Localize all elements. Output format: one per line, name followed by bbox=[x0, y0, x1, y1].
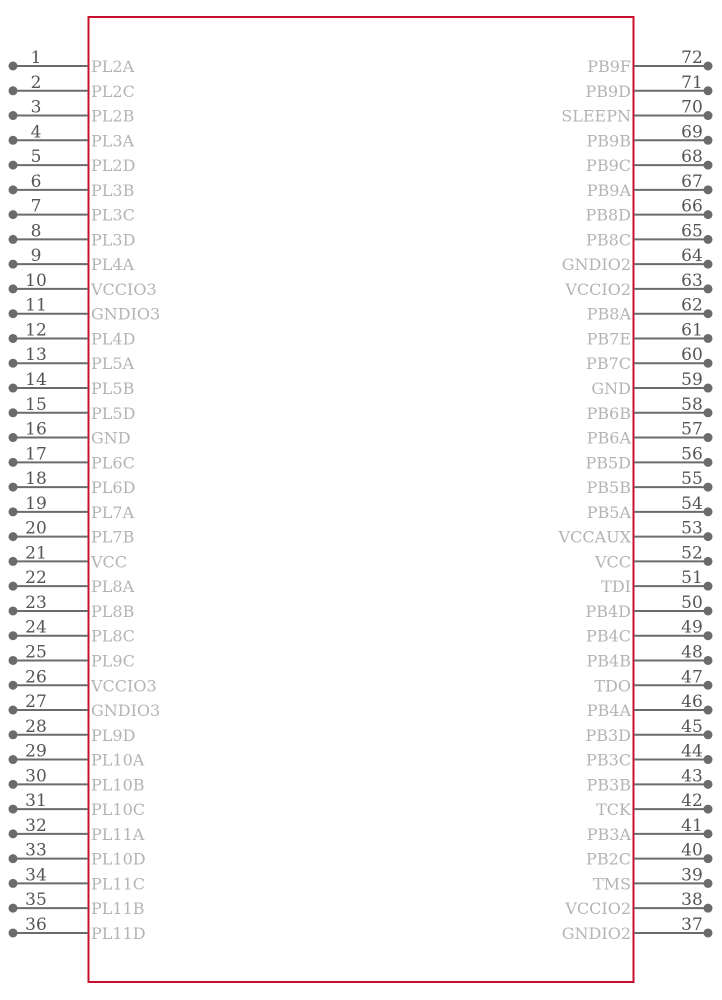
pin-terminal-dot bbox=[704, 805, 713, 814]
pin-terminal-dot bbox=[9, 829, 18, 838]
pin-number: 57 bbox=[681, 419, 703, 440]
pin-number: 33 bbox=[25, 840, 47, 861]
pin-name: PL9D bbox=[91, 725, 136, 745]
pin-name: PB4D bbox=[585, 601, 631, 621]
pin-name: PL7A bbox=[91, 502, 135, 522]
right-pin-group bbox=[558, 48, 713, 943]
pin-terminal-dot bbox=[704, 260, 713, 269]
pin-terminal-dot bbox=[9, 631, 18, 640]
pin-name: PL9C bbox=[91, 651, 135, 671]
pin-terminal-dot bbox=[704, 235, 713, 244]
pin-name: VCCIO3 bbox=[91, 279, 157, 299]
pin-number: 3 bbox=[30, 97, 42, 118]
pin-name: VCCIO3 bbox=[91, 676, 157, 696]
pin-name: PL7B bbox=[91, 527, 135, 547]
pin-name: PB9B bbox=[586, 131, 631, 151]
pin-number: 28 bbox=[25, 716, 47, 737]
pin-name: PB8C bbox=[586, 230, 631, 250]
pin-name: PL2B bbox=[91, 106, 135, 126]
pin-terminal-dot bbox=[9, 755, 18, 764]
pin-terminal-dot bbox=[704, 210, 713, 219]
pin-number: 43 bbox=[681, 766, 703, 787]
pin-number: 6 bbox=[30, 171, 42, 192]
pin-terminal-dot bbox=[9, 161, 18, 170]
pin-terminal-dot bbox=[704, 557, 713, 566]
pin-number: 67 bbox=[681, 171, 703, 192]
pin-name: PL5B bbox=[91, 379, 135, 399]
pin-number: 68 bbox=[681, 147, 703, 168]
pin-terminal-dot bbox=[704, 433, 713, 442]
pin-number: 54 bbox=[681, 493, 703, 514]
pin-number: 14 bbox=[25, 370, 47, 391]
pin-terminal-dot bbox=[704, 904, 713, 913]
pin-terminal-dot bbox=[704, 483, 713, 492]
pin-name: GNDIO2 bbox=[561, 923, 631, 943]
pin-terminal-dot bbox=[9, 854, 18, 863]
component-body bbox=[89, 17, 634, 982]
pin-name: PL2C bbox=[91, 81, 135, 101]
pin-terminal-dot bbox=[9, 606, 18, 615]
pin-terminal-dot bbox=[704, 408, 713, 417]
pin-number: 52 bbox=[681, 543, 703, 564]
pin-7 bbox=[9, 197, 135, 225]
pin-name: GNDIO3 bbox=[91, 304, 161, 324]
pin-name: VCCIO2 bbox=[565, 899, 631, 919]
pin-name: PL10D bbox=[91, 849, 146, 869]
pin-number: 58 bbox=[681, 394, 703, 415]
pin-number: 12 bbox=[25, 320, 47, 341]
pin-terminal-dot bbox=[704, 928, 713, 937]
pin-terminal-dot bbox=[9, 260, 18, 269]
pin-name: PB5A bbox=[586, 502, 631, 522]
pin-terminal-dot bbox=[704, 706, 713, 715]
pin-number: 8 bbox=[30, 221, 42, 242]
pin-terminal-dot bbox=[9, 582, 18, 591]
pin-number: 49 bbox=[681, 617, 703, 638]
pin-name: PB9A bbox=[586, 180, 631, 200]
pin-number: 9 bbox=[30, 246, 42, 267]
pin-number: 48 bbox=[681, 642, 703, 663]
pin-name: PB6A bbox=[586, 428, 631, 448]
pin-terminal-dot bbox=[704, 458, 713, 467]
pin-terminal-dot bbox=[9, 879, 18, 888]
pin-terminal-dot bbox=[704, 136, 713, 145]
pin-name: PB4A bbox=[586, 701, 631, 721]
pin-3 bbox=[9, 98, 135, 126]
pin-number: 61 bbox=[681, 320, 703, 341]
pin-name: PL10A bbox=[91, 750, 145, 770]
pin-number: 72 bbox=[681, 48, 703, 68]
pin-number: 1 bbox=[30, 48, 42, 68]
pin-number: 37 bbox=[681, 914, 703, 935]
pin-5 bbox=[9, 147, 136, 175]
pin-number: 46 bbox=[681, 692, 703, 713]
pin-name: PB8D bbox=[585, 205, 631, 225]
pin-number: 24 bbox=[25, 617, 47, 638]
pin-name: PL2D bbox=[91, 156, 136, 176]
pin-name: PL6C bbox=[91, 453, 135, 473]
pin-1 bbox=[9, 48, 135, 76]
pin-number: 27 bbox=[25, 692, 47, 713]
pin-terminal-dot bbox=[9, 359, 18, 368]
pin-number: 42 bbox=[681, 791, 703, 812]
pin-name: PL10B bbox=[91, 775, 145, 795]
pin-terminal-dot bbox=[9, 384, 18, 393]
pin-4 bbox=[9, 122, 135, 150]
pin-36 bbox=[9, 915, 146, 943]
pin-number: 56 bbox=[681, 444, 703, 465]
pin-terminal-dot bbox=[704, 334, 713, 343]
pin-terminal-dot bbox=[9, 532, 18, 541]
pin-terminal-dot bbox=[9, 111, 18, 120]
pin-number: 71 bbox=[681, 72, 703, 93]
pin-terminal-dot bbox=[9, 185, 18, 194]
pin-terminal-dot bbox=[9, 928, 18, 937]
pin-name: PB4C bbox=[586, 626, 631, 646]
pin-number: 18 bbox=[25, 469, 47, 490]
pin-name: PL11B bbox=[91, 899, 145, 919]
pin-terminal-dot bbox=[704, 532, 713, 541]
pin-number: 32 bbox=[25, 815, 47, 836]
pin-number: 62 bbox=[681, 295, 703, 316]
pin-terminal-dot bbox=[9, 904, 18, 913]
pin-terminal-dot bbox=[9, 284, 18, 293]
pin-name: PL5A bbox=[91, 354, 135, 374]
pin-terminal-dot bbox=[704, 730, 713, 739]
pin-terminal-dot bbox=[9, 309, 18, 318]
pin-terminal-dot bbox=[9, 656, 18, 665]
pin-terminal-dot bbox=[704, 86, 713, 95]
pin-terminal-dot bbox=[704, 111, 713, 120]
pin-number: 19 bbox=[25, 493, 47, 514]
pin-terminal-dot bbox=[9, 62, 18, 71]
pin-name: TDO bbox=[594, 676, 631, 696]
pin-terminal-dot bbox=[9, 408, 18, 417]
pin-terminal-dot bbox=[9, 458, 18, 467]
pin-number: 30 bbox=[25, 766, 47, 787]
pin-terminal-dot bbox=[9, 507, 18, 516]
pin-terminal-dot bbox=[9, 483, 18, 492]
pin-terminal-dot bbox=[9, 805, 18, 814]
pin-name: PL5D bbox=[91, 403, 136, 423]
pin-terminal-dot bbox=[704, 384, 713, 393]
pin-name: PL11C bbox=[91, 874, 145, 894]
pin-number: 60 bbox=[681, 345, 703, 366]
pin-terminal-dot bbox=[704, 309, 713, 318]
pin-terminal-dot bbox=[704, 582, 713, 591]
pin-terminal-dot bbox=[9, 681, 18, 690]
pin-name: PB9F bbox=[587, 57, 631, 76]
pin-number: 70 bbox=[681, 97, 703, 118]
pin-terminal-dot bbox=[704, 829, 713, 838]
pin-terminal-dot bbox=[704, 507, 713, 516]
pin-name: SLEEPN bbox=[561, 106, 631, 126]
pin-number: 16 bbox=[25, 419, 47, 440]
pin-number: 44 bbox=[681, 741, 703, 762]
pin-number: 64 bbox=[681, 246, 703, 267]
pin-number: 22 bbox=[25, 568, 47, 589]
pin-8 bbox=[9, 221, 136, 249]
pin-name: GNDIO3 bbox=[91, 701, 161, 721]
pin-name: PL11D bbox=[91, 923, 146, 943]
pin-number: 10 bbox=[25, 270, 47, 291]
pin-number: 23 bbox=[25, 592, 47, 613]
pin-number: 45 bbox=[681, 716, 703, 737]
pin-name: GND bbox=[591, 379, 631, 399]
pin-name: PL8B bbox=[91, 601, 135, 621]
pin-name: PB5D bbox=[585, 453, 631, 473]
pin-number: 53 bbox=[681, 518, 703, 539]
left-pin-group bbox=[9, 48, 161, 943]
pin-name: TDI bbox=[601, 577, 631, 597]
pin-name: PB3C bbox=[586, 750, 631, 770]
pin-name: PB4B bbox=[586, 651, 631, 671]
pin-name: PB3D bbox=[585, 725, 631, 745]
pin-number: 15 bbox=[25, 394, 47, 415]
pin-name: GND bbox=[91, 428, 131, 448]
pin-number: 25 bbox=[25, 642, 47, 663]
pin-terminal-dot bbox=[9, 433, 18, 442]
pin-number: 51 bbox=[681, 568, 703, 589]
pin-name: PL11A bbox=[91, 824, 145, 844]
pin-terminal-dot bbox=[9, 86, 18, 95]
pin-terminal-dot bbox=[704, 62, 713, 71]
pin-number: 69 bbox=[681, 122, 703, 143]
pin-number: 26 bbox=[25, 667, 47, 688]
pin-terminal-dot bbox=[704, 185, 713, 194]
pin-terminal-dot bbox=[9, 730, 18, 739]
pin-name: PB7E bbox=[586, 329, 631, 349]
pin-number: 34 bbox=[25, 865, 47, 886]
pin-number: 59 bbox=[681, 370, 703, 391]
pin-name: VCCIO2 bbox=[565, 279, 631, 299]
pin-terminal-dot bbox=[9, 706, 18, 715]
pin-number: 21 bbox=[25, 543, 47, 564]
pin-name: PL4D bbox=[91, 329, 136, 349]
pin-number: 7 bbox=[30, 196, 42, 217]
pin-number: 40 bbox=[681, 840, 703, 861]
pin-number: 4 bbox=[30, 122, 42, 143]
pin-6 bbox=[9, 172, 135, 200]
pin-number: 36 bbox=[25, 914, 47, 935]
pin-name: PB3A bbox=[586, 824, 631, 844]
pin-name: PL3A bbox=[91, 131, 135, 151]
pin-name: PB6B bbox=[586, 403, 631, 423]
pin-terminal-dot bbox=[9, 780, 18, 789]
pin-terminal-dot bbox=[9, 235, 18, 244]
pin-name: PL10C bbox=[91, 800, 145, 820]
pin-name: PL3B bbox=[91, 180, 135, 200]
pin-name: PB3B bbox=[586, 775, 631, 795]
pin-name: PB2C bbox=[586, 849, 631, 869]
pin-number: 2 bbox=[30, 72, 42, 93]
pin-terminal-dot bbox=[9, 557, 18, 566]
pin-37 bbox=[562, 915, 713, 943]
pin-number: 17 bbox=[25, 444, 47, 465]
pin-name: VCCAUX bbox=[558, 527, 631, 547]
pin-name: TCK bbox=[596, 800, 631, 820]
pin-terminal-dot bbox=[704, 656, 713, 665]
pin-name: VCC bbox=[594, 552, 631, 572]
pin-terminal-dot bbox=[704, 606, 713, 615]
pin-terminal-dot bbox=[704, 879, 713, 888]
pin-number: 13 bbox=[25, 345, 47, 366]
pin-number: 41 bbox=[681, 815, 703, 836]
pin-name: PB8A bbox=[586, 304, 631, 324]
pin-name: PL2A bbox=[91, 57, 135, 76]
pin-number: 55 bbox=[681, 469, 703, 490]
pin-terminal-dot bbox=[704, 681, 713, 690]
pin-number: 38 bbox=[681, 890, 703, 911]
pin-number: 63 bbox=[681, 270, 703, 291]
pin-number: 11 bbox=[25, 295, 47, 316]
pin-name: PL4A bbox=[91, 255, 135, 275]
pin-terminal-dot bbox=[9, 334, 18, 343]
pin-name: VCC bbox=[91, 552, 128, 572]
pin-name: GNDIO2 bbox=[561, 255, 631, 275]
pin-name: PB9C bbox=[586, 156, 631, 176]
pin-terminal-dot bbox=[704, 284, 713, 293]
pin-number: 29 bbox=[25, 741, 47, 762]
pin-terminal-dot bbox=[704, 161, 713, 170]
pin-terminal-dot bbox=[704, 631, 713, 640]
pin-number: 50 bbox=[681, 592, 703, 613]
pin-terminal-dot bbox=[704, 755, 713, 764]
pin-number: 5 bbox=[30, 147, 42, 168]
pin-name: PB7C bbox=[586, 354, 631, 374]
pin-name: PL8C bbox=[91, 626, 135, 646]
pin-name: PL8A bbox=[91, 577, 135, 597]
pin-name: PL3D bbox=[91, 230, 136, 250]
pin-number: 65 bbox=[681, 221, 703, 242]
pin-number: 39 bbox=[681, 865, 703, 886]
pin-number: 20 bbox=[25, 518, 47, 539]
pin-terminal-dot bbox=[704, 359, 713, 368]
pin-name: PL6D bbox=[91, 478, 136, 498]
pin-2 bbox=[9, 73, 135, 101]
pin-name: PB9D bbox=[585, 81, 631, 101]
pin-terminal-dot bbox=[9, 210, 18, 219]
pin-name: TMS bbox=[592, 874, 631, 894]
pin-number: 47 bbox=[681, 667, 703, 688]
pin-terminal-dot bbox=[704, 854, 713, 863]
pin-number: 31 bbox=[25, 791, 47, 812]
pin-terminal-dot bbox=[704, 780, 713, 789]
pin-name: PB5B bbox=[586, 478, 631, 498]
pin-name: PL3C bbox=[91, 205, 135, 225]
pin-terminal-dot bbox=[9, 136, 18, 145]
pin-number: 66 bbox=[681, 196, 703, 217]
pin-number: 35 bbox=[25, 890, 47, 911]
